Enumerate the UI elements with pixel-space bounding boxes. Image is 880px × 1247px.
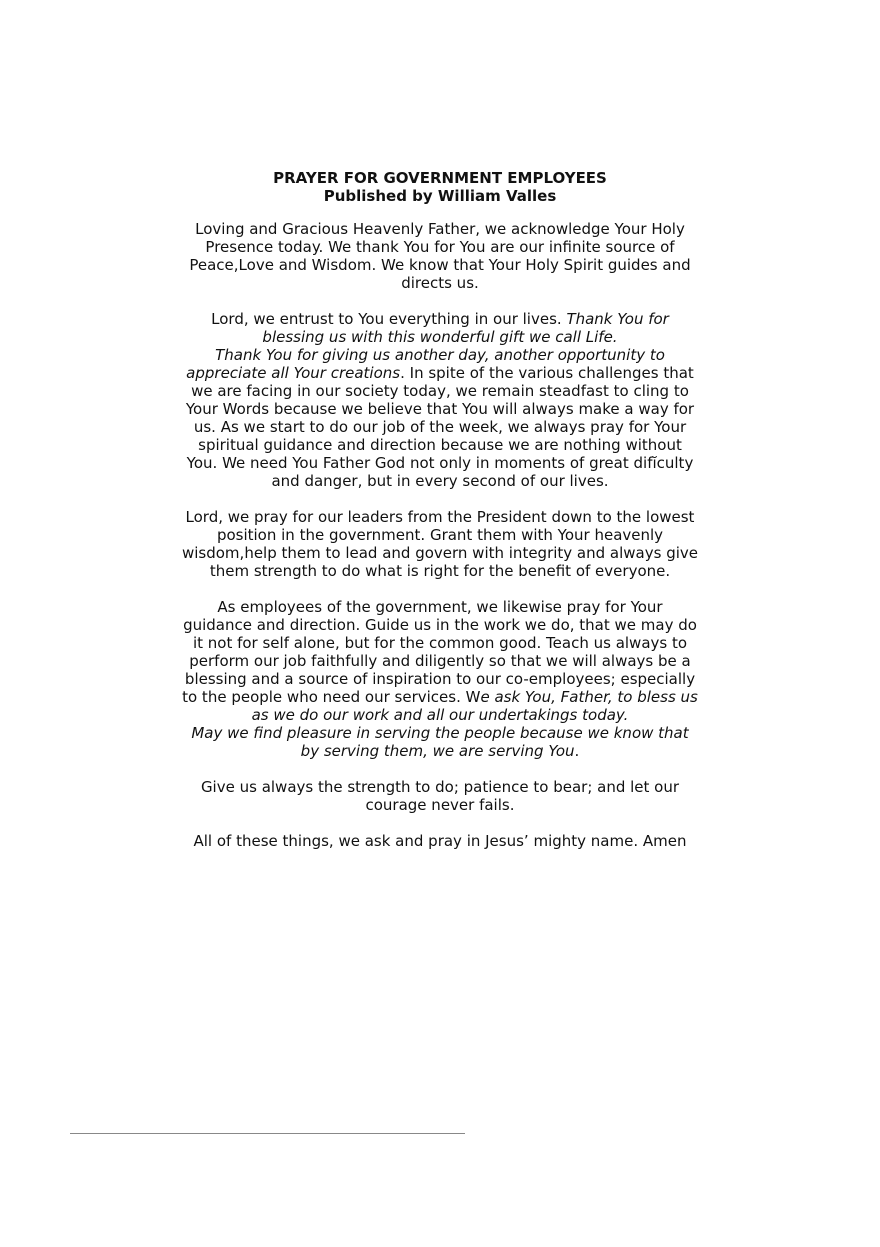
text-segment: Peace,Love and Wisdom. We know that Your Holy Spirit guides and [189, 256, 691, 274]
text-segment: guidance and direction. Guide us in the work we do, that we may do [183, 616, 697, 634]
text-line [0, 436, 880, 454]
italic-text: appreciate all Your creations [186, 364, 401, 382]
text-segment: perform our job faithfully and diligently so that we will always be a [189, 652, 691, 670]
text-line [0, 688, 880, 706]
text-line [0, 238, 880, 256]
text-line [0, 508, 880, 526]
italic-text: blessing us with this wonderful gift we call Life. [262, 328, 618, 346]
text-segment: . [574, 742, 580, 760]
italic-text: by serving them, we are serving You [300, 742, 575, 760]
italic-text: Thank You for giving us another day, another opportunity to [215, 346, 665, 364]
paragraph [0, 310, 880, 490]
paragraph-gap [0, 814, 880, 832]
text-line [0, 526, 880, 544]
text-line [0, 220, 880, 238]
text-segment: Lord, we pray for our leaders from the President down to the lowest [185, 508, 695, 526]
text-line [0, 706, 880, 724]
text-segment: courage never fails. [365, 796, 515, 814]
text-line [0, 616, 880, 634]
italic-text: May we find pleasure in serving the people because we know that [191, 724, 689, 742]
text-line [0, 598, 880, 616]
text-line [0, 544, 880, 562]
text-segment: and danger, but in every second of our lives. [271, 472, 609, 490]
document-title: PRAYER FOR GOVERNMENT EMPLOYEES [273, 169, 607, 187]
text-segment: spiritual guidance and direction because we are nothing without [198, 436, 682, 454]
paragraph [0, 832, 880, 850]
text-segment: wisdom,help them to lead and govern with integrity and always give [181, 544, 698, 562]
text-segment: Presence today. We thank You for You are our infinite source of [205, 238, 675, 256]
text-line [0, 670, 880, 688]
document-body [0, 169, 880, 850]
paragraph [0, 220, 880, 292]
footnote-separator [70, 1133, 465, 1134]
spacer [0, 205, 880, 220]
text-line [0, 724, 880, 742]
text-line [0, 778, 880, 796]
text-line [0, 346, 880, 364]
text-line [0, 634, 880, 652]
text-line [0, 832, 880, 850]
text-segment: . In spite of the various challenges that [400, 364, 694, 382]
text-line [0, 382, 880, 400]
paragraph-gap [0, 292, 880, 310]
text-line [0, 796, 880, 814]
text-line [0, 472, 880, 490]
document-byline: Published by William Valles [323, 187, 557, 205]
text-segment: us. As we start to do our job of the week, we always pray for Your [193, 418, 687, 436]
text-segment: Lord, we entrust to You everything in our lives. [211, 310, 567, 328]
text-segment: Your Words because we believe that You will always make a way for [185, 400, 695, 418]
text-line [0, 328, 880, 346]
paragraph-gap [0, 580, 880, 598]
paragraph [0, 508, 880, 580]
text-line [0, 742, 880, 760]
text-segment: we are facing in our society today, we remain steadfast to cling to [191, 382, 689, 400]
text-line [0, 256, 880, 274]
text-segment: All of these things, we ask and pray in Jesus’ mighty name. Amen [193, 832, 687, 850]
paragraph-gap [0, 490, 880, 508]
text-line [0, 418, 880, 436]
text-line [0, 364, 880, 382]
text-segment: them strength to do what is right for the benefit of everyone. [209, 562, 671, 580]
prayer-text [0, 220, 880, 850]
text-line [0, 274, 880, 292]
text-line [0, 562, 880, 580]
text-segment: Loving and Gracious Heavenly Father, we acknowledge Your Holy [195, 220, 685, 238]
paragraph-gap [0, 760, 880, 778]
text-line [0, 454, 880, 472]
italic-text: as we do our work and all our undertakings today. [251, 706, 629, 724]
italic-text: Thank You for [566, 310, 669, 328]
text-segment: blessing and a source of inspiration to our co-employees; especially [184, 670, 696, 688]
text-line [0, 400, 880, 418]
italic-text: e ask You, Father, to bless us [480, 688, 698, 706]
text-segment: You. We need You Father God not only in moments of great difĭculty [186, 454, 694, 472]
text-segment: As employees of the government, we likewise pray for Your [217, 598, 663, 616]
text-line [0, 652, 880, 670]
text-segment: it not for self alone, but for the common good. Teach us always to [192, 634, 688, 652]
text-segment: position in the government. Grant them with Your heavenly [216, 526, 664, 544]
text-segment: directs us. [401, 274, 479, 292]
paragraph [0, 598, 880, 760]
paragraph [0, 778, 880, 814]
text-segment: Give us always the strength to do; patience to bear; and let our [200, 778, 680, 796]
text-segment: to the people who need our services. W [182, 688, 481, 706]
text-line [0, 310, 880, 328]
